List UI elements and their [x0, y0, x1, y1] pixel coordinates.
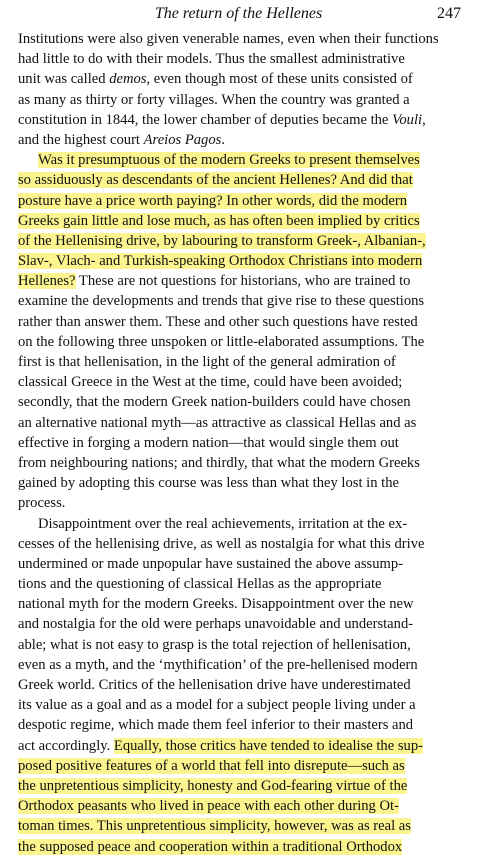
text-line [18, 594, 464, 614]
text-line [18, 837, 464, 857]
text-span: process. [18, 495, 66, 512]
text-line [18, 110, 464, 130]
text-line [18, 29, 464, 49]
text-span: and the highest court [18, 131, 144, 148]
text-span: undermined or made unpopular have sustained the above assump- [18, 555, 404, 572]
text-line [18, 49, 464, 69]
text-span: These are not questions for historians, who are trained to [75, 273, 411, 290]
text-span: as many as thirty or forty villages. When the country was granted a [18, 91, 410, 108]
highlighted-text: Hellenes? [18, 273, 76, 290]
highlighted-text: Orthodox peasants who lived in peace with each other during Ot- [18, 798, 399, 815]
body-text [18, 29, 464, 857]
text-span: Greek world. Critics of the hellenisation drive have underestimated [18, 677, 411, 693]
text-span: able; what is not easy to grasp is the total rejection of hellenisation, [18, 636, 411, 653]
text-line [18, 130, 464, 150]
text-line [18, 191, 464, 211]
text-span: , even though most of these units consisted of [146, 71, 413, 88]
highlighted-text: the unpretentious simplicity, honesty and God-fearing virtue of the [18, 777, 408, 794]
highlighted-text: Greeks gain little and lose much, as has often been implied by critics [18, 212, 420, 229]
text-line [18, 736, 464, 756]
italic-term: Areios Pagos [143, 131, 222, 148]
highlighted-text: Was it presumptuous of the modern Greeks to present themselves [38, 152, 420, 169]
highlighted-text: posed positive features of a world that fell into disrepute—such as [18, 757, 405, 774]
text-line [18, 776, 464, 796]
text-line [18, 473, 464, 493]
text-line [18, 635, 464, 655]
text-span: despotic regime, which made them feel inferior to their masters and [18, 717, 414, 734]
text-span: secondly, that the modern Greek nation-builders could have chosen [18, 394, 411, 411]
text-span: tions and the questioning of classical Hellas as the appropriate [18, 576, 382, 593]
text-line [18, 493, 464, 513]
text-line [18, 534, 464, 554]
text-line [18, 655, 464, 675]
highlighted-text: Slav-, Vlach- and Turkish-speaking Orthodox Christians into modern [18, 253, 423, 270]
highlighted-text: so assiduously as descendants of the ancient Hellenes? And did that [18, 172, 413, 189]
italic-term: Vouli [392, 111, 423, 128]
text-span: . [221, 131, 225, 148]
text-line [18, 574, 464, 594]
text-span: effective in forging a modern nation—that would single them out [18, 434, 399, 451]
text-span: had little to do with their models. Thus the smallest administrative [18, 51, 405, 68]
text-span: national myth for the modern Greeks. Disappointment over the new [18, 596, 414, 613]
highlighted-text: the supposed peace and cooperation within a traditional Orthodox [18, 838, 403, 855]
text-line [18, 675, 464, 695]
italic-term: demos [109, 71, 147, 88]
text-line [18, 332, 464, 352]
text-line [18, 231, 464, 251]
text-line [18, 433, 464, 453]
text-span: on the following three unspoken or little-elaborated assumptions. The [18, 333, 425, 350]
text-span: an alternative national myth—as attractive as classical Hellas and as [18, 414, 417, 431]
highlighted-text: Equally, those critics have tended to idealise the sup- [113, 737, 423, 754]
text-line [18, 352, 464, 372]
text-span: Institutions were also given venerable names, even when their functions [18, 31, 439, 47]
text-line [18, 271, 464, 291]
highlighted-text: toman times. This unpretentious simplicity, however, was as real as [18, 818, 411, 835]
text-span: cesses of the hellenising drive, as well as nostalgia for what this drive [18, 535, 425, 552]
text-line [18, 372, 464, 392]
page-number: 247 [437, 5, 461, 22]
text-line [18, 614, 464, 634]
text-line [18, 756, 464, 776]
text-line [18, 211, 464, 231]
text-line [18, 251, 464, 271]
text-line [18, 413, 464, 433]
text-line [18, 90, 464, 110]
text-line [18, 816, 464, 836]
text-span: constitution in 1844, the lower chamber of deputies became the [18, 111, 393, 128]
text-line [18, 312, 464, 332]
text-span: unit was called [18, 71, 110, 88]
highlighted-text: of the Hellenising drive, by labouring to transform Greek-, Albanian-, [18, 232, 426, 249]
text-line [18, 392, 464, 412]
text-span: examine the developments and trends that give rise to these questions [18, 293, 425, 310]
text-line [18, 514, 464, 534]
running-title: The return of the Hellenes [154, 5, 323, 22]
text-line [18, 796, 464, 816]
text-line [18, 695, 464, 715]
text-line [18, 170, 464, 190]
text-line [18, 715, 464, 735]
text-span: first is that hellenisation, in the light of the general admiration of [18, 354, 396, 370]
text-span: rather than answer them. These and other such questions have rested [18, 313, 418, 330]
text-span: from neighbouring nations; and thirdly, that what the modern Greeks [18, 454, 420, 471]
text-line [18, 150, 464, 170]
text-span: , [422, 111, 426, 128]
text-span: and nostalgia for the old were perhaps unavoidable and understand- [18, 616, 414, 633]
text-span: gained by adopting this course was less than what they lost in the [18, 475, 399, 492]
text-span: its value as a goal and as a model for a subject people living under a [18, 697, 416, 714]
text-line [18, 69, 464, 89]
text-span: classical Greece in the West at the time, could have been avoided; [18, 374, 403, 391]
text-line [18, 453, 464, 473]
highlighted-text: posture have a price worth paying? In other words, did the modern [18, 192, 408, 209]
text-span: even as a myth, and the ‘mythification’ of the pre-hellenised modern [18, 656, 418, 673]
text-line [18, 291, 464, 311]
page-header [0, 2, 477, 26]
text-span: Disappointment over the real achievements, irritation at the ex- [38, 515, 408, 532]
text-span: act accordingly. [18, 737, 114, 754]
text-line [18, 554, 464, 574]
